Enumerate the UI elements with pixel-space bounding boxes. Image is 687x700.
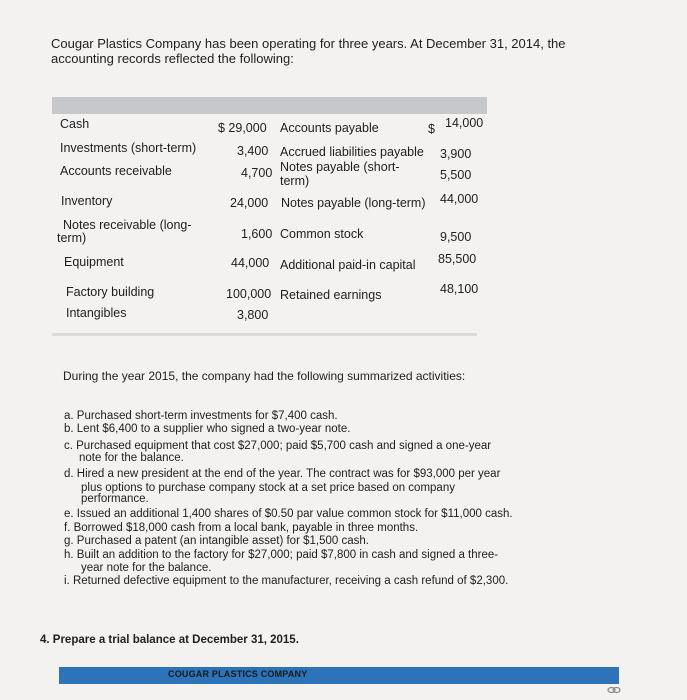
inventory-label: Inventory xyxy=(61,194,113,208)
notes-short-label-line1: Notes payable (short- xyxy=(280,160,400,174)
table-bottom-rule xyxy=(52,333,477,336)
activity-c-line1: c. Purchased equipment that cost $27,000; paid $5,700 cash and signed a one-year xyxy=(64,440,492,452)
notes-receivable-label-line2: term) xyxy=(57,231,87,245)
investments-label: Investments (short-term) xyxy=(60,141,197,155)
notes-receivable-label-line1: Notes receivable (long- xyxy=(63,218,192,232)
accrued-label: Accrued liabilities payable xyxy=(280,145,424,159)
apic-value: 85,500 xyxy=(438,252,477,266)
table-header-bar xyxy=(52,97,487,114)
question-4: 4. Prepare a trial balance at December 31, 2015. xyxy=(40,634,299,646)
activity-h-line1: h. Built an addition to the factory for $27,000; paid $7,800 in cash and signed a three- xyxy=(64,549,499,561)
common-value: 9,500 xyxy=(440,230,472,244)
activity-h-line2: year note for the balance. xyxy=(81,562,212,574)
activities-intro: During the year 2015, the company had the following summarized activities: xyxy=(63,369,466,383)
building-value: 100,000 xyxy=(226,287,272,301)
notes-long-label: Notes payable (long-term) xyxy=(281,196,426,210)
intangibles-value: 3,800 xyxy=(237,308,269,322)
cash-value: $ 29,000 xyxy=(218,121,267,135)
building-label: Factory building xyxy=(66,285,155,299)
cash-label: Cash xyxy=(60,117,90,131)
activity-e: e. Issued an additional 1,400 shares of $0.50 par value common stock for $11,000 cash. xyxy=(64,508,513,520)
investments-value: 3,400 xyxy=(237,144,269,158)
activity-f: f. Borrowed $18,000 cash from a local bank, payable in three months. xyxy=(64,522,419,534)
payable-value: 14,000 xyxy=(445,116,484,130)
retained-value: 48,100 xyxy=(440,282,479,296)
activity-i: i. Returned defective equipment to the manufacturer, receiving a cash refund of $2,300. xyxy=(64,575,509,587)
notes-short-label-line2: term) xyxy=(280,174,310,188)
company-name: COUGAR PLASTICS COMPANY xyxy=(168,669,308,679)
accrued-value: 3,900 xyxy=(440,147,472,161)
notes-short-value: 5,500 xyxy=(440,168,472,182)
payable-label: Accounts payable xyxy=(280,121,379,135)
equipment-value: 44,000 xyxy=(231,256,270,270)
equipment-label: Equipment xyxy=(64,255,124,269)
activity-g: g. Purchased a patent (an intangible asset) for $1,500 cash. xyxy=(64,535,369,547)
retained-label: Retained earnings xyxy=(280,288,382,302)
intro-text: Cougar Plastics Company has been operating for three years. At December 31, 2014, the accounting records reflected the following: xyxy=(51,36,566,66)
receivable-label: Accounts receivable xyxy=(60,164,172,178)
notes-receivable-value: 1,600 xyxy=(241,227,273,241)
activity-a: a. Purchased short-term investments for $7,400 cash. xyxy=(64,410,338,422)
common-label: Common stock xyxy=(280,227,364,241)
inventory-value: 24,000 xyxy=(230,196,269,210)
activity-c-line2: note for the balance. xyxy=(79,452,184,464)
payable-dollar: $ xyxy=(428,122,435,136)
notes-long-value: 44,000 xyxy=(440,192,479,206)
activity-b: b. Lent $6,400 to a supplier who signed a two-year note. xyxy=(64,423,351,435)
activity-d-line1: d. Hired a new president at the end of the year. The contract was for $93,000 per year xyxy=(64,468,501,480)
activity-d-line2: plus options to purchase company stock at a set price based on company xyxy=(81,482,455,494)
intangibles-label: Intangibles xyxy=(66,306,127,320)
link-icon xyxy=(607,685,621,695)
receivable-value: 4,700 xyxy=(241,166,273,180)
apic-label: Additional paid-in capital xyxy=(280,258,416,272)
activity-d-line3: performance. xyxy=(81,493,149,505)
company-header-bar xyxy=(59,667,619,684)
